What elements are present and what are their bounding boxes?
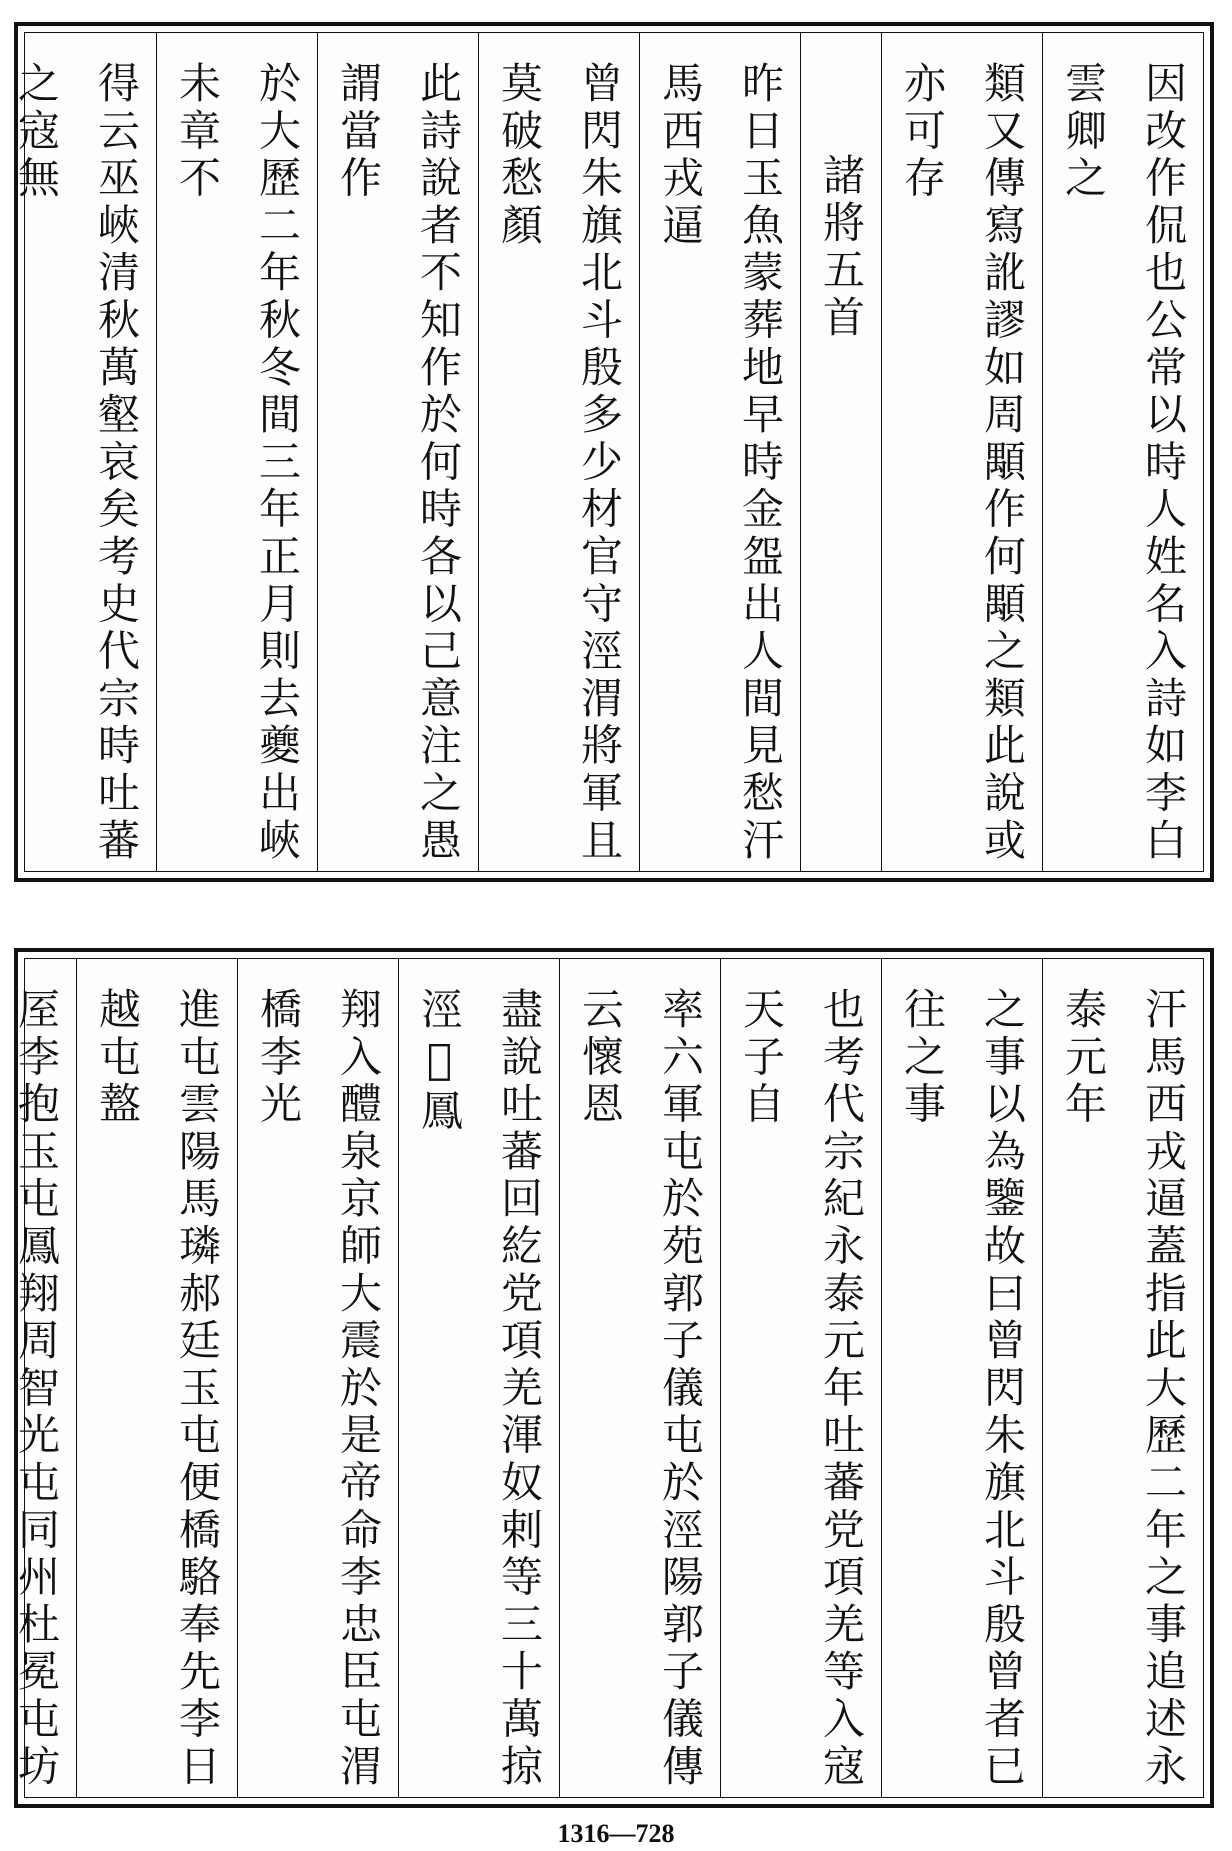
text-column: 盡說吐蕃回紇党項羌渾奴剌等三十萬掠涇𨃏鳳 — [398, 959, 559, 1797]
text-column: 之事以為鑒故曰曾閃朱旗北斗殷曾者已往之事 — [881, 959, 1042, 1797]
text-column: 率六軍屯於苑郭子儀屯於涇陽郭子儀傳云懷恩 — [559, 959, 720, 1797]
top-page-frame — [12, 32, 1204, 872]
text-column: 因改作侃也公常以時人姓名入詩如李白雲卿之 — [1042, 33, 1203, 871]
text-column: 翔入醴泉京師大震於是帝命李忠臣屯渭橋李光 — [237, 959, 398, 1797]
bottom-page-frame — [12, 958, 1204, 1798]
text-column: 類又傳寫訛謬如周顒作何顒之類此說或亦可存 — [881, 33, 1042, 871]
text-column: 也考代宗紀永泰元年吐蕃党項羌等入寇天子自 — [720, 959, 881, 1797]
text-column: 厔李抱玉屯鳳翔周智光屯同州杜冕屯坊 — [0, 959, 76, 1797]
scan-page-number: 1316—728 — [557, 1819, 675, 1848]
text-column: 昨日玉魚蒙葬地早時金盌出人間見愁汗馬西戎逼 — [639, 33, 800, 871]
text-column: 汗馬西戎逼蓋指此大歷二年之事追述永泰元年 — [1042, 959, 1203, 1797]
section-heading: 諸將五首 — [800, 33, 881, 871]
text-column: 此詩說者不知作於何時各以己意注之愚謂當作 — [317, 33, 478, 871]
text-column: 曾閃朱旗北斗殷多少材官守涇渭將軍且莫破愁顏 — [478, 33, 639, 871]
top-page — [14, 22, 1214, 882]
text-column: 得云巫峽清秋萬壑哀矣考史代宗時吐蕃之寇無 — [0, 33, 156, 871]
text-column: 進屯雲陽馬璘郝廷玉屯便橋駱奉先李日越屯盩 — [76, 959, 237, 1797]
bottom-page — [14, 948, 1214, 1808]
text-column: 於大歷二年秋冬間三年正月則去夔出峽未章不 — [156, 33, 317, 871]
